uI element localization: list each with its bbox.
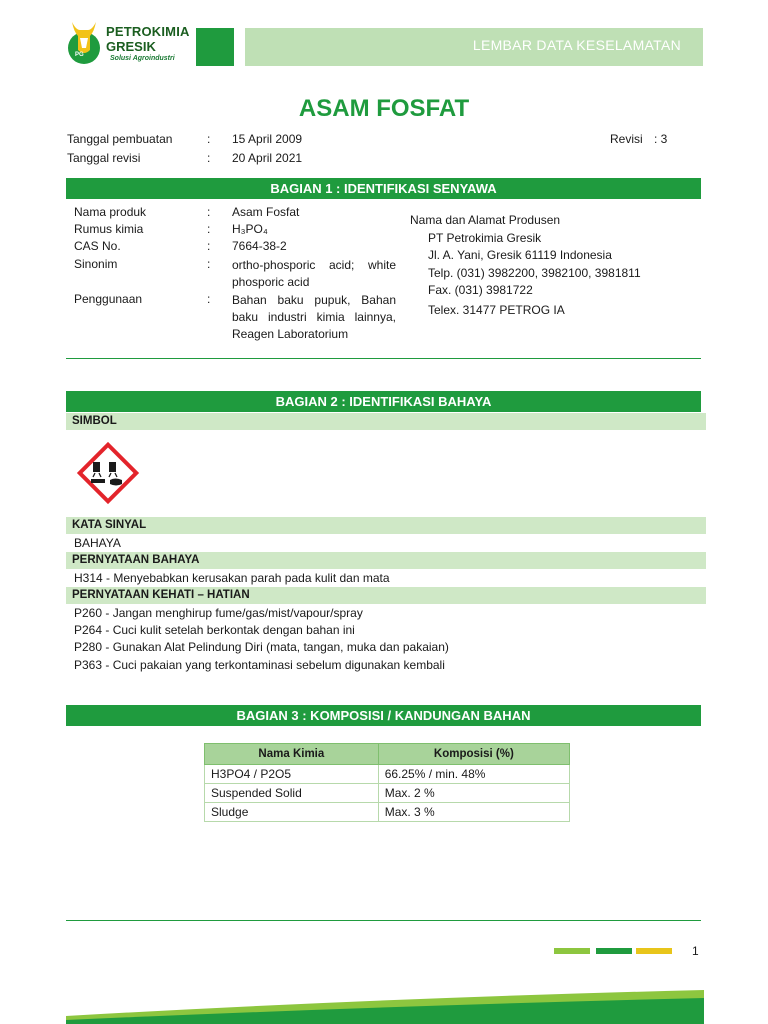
sep: : [207,257,211,271]
page-number: 1 [692,944,699,958]
hazard-statement: H314 - Menyebabkan kerusakan parah pada kulit dan mata [74,571,390,585]
precaution-subheader: PERNYATAAN KEHATI – HATIAN [66,587,706,604]
section3-header: BAGIAN 3 : KOMPOSISI / KANDUNGAN BAHAN [66,705,701,726]
producer-line: PT Petrokimia Gresik [428,231,542,245]
footer-wave [0,990,768,1024]
table-cell: 66.25% / min. 48% [378,765,569,784]
column-header: Nama Kimia [205,744,379,765]
table-header-row [205,744,570,765]
product-name-value: Asam Fosfat [232,205,300,219]
page-dash-yellow [636,948,672,954]
logo-text-line1: PETROKIMIA [106,24,190,39]
table-row [205,784,570,803]
table-row [205,765,570,784]
revised-label: Tanggal revisi [67,151,141,165]
section1-header: BAGIAN 1 : IDENTIFIKASI SENYAWA [66,178,701,199]
corrosive-ghs-icon [75,440,141,506]
section-divider [66,358,701,359]
header-banner [245,28,703,66]
formula-label: Rumus kimia [74,222,144,236]
precaution-item: P280 - Gunakan Alat Pelindung Diri (mata, tangan, muka dan pakaian) [74,640,449,654]
created-label: Tanggal pembuatan [67,132,173,146]
page-title: ASAM FOSFAT [298,95,470,122]
header-green-square [196,28,234,66]
precaution-item: P260 - Jangan menghirup fume/gas/mist/vapour/spray [74,606,363,620]
producer-line: Jl. A. Yani, Gresik 61119 Indonesia [428,248,612,262]
document-type: LEMBAR DATA KESELAMATAN [472,37,681,53]
hazard-statement-subheader: PERNYATAAN BAHAYA [66,552,706,569]
created-sep: : [207,132,211,146]
logo-tagline: Solusi Agroindustri [110,55,175,62]
logo-badge: PG [75,52,84,58]
producer-heading: Nama dan Alamat Produsen [410,213,561,227]
revised-sep: : [207,151,211,165]
revised-value: 20 April 2021 [232,151,303,165]
table-row [205,803,570,822]
section2-header: BAGIAN 2 : IDENTIFIKASI BAHAYA [66,391,701,412]
producer-line: Telp. (031) 3982200, 3982100, 3981811 [428,266,641,280]
precaution-item: P363 - Cuci pakaian yang terkontaminasi sebelum digunakan kembali [74,658,445,672]
signal-word-subheader: KATA SINYAL [66,517,706,534]
bull-logo-icon [66,16,102,66]
table-cell: Max. 3 % [378,803,569,822]
cas-value: 7664-38-2 [232,239,287,253]
signal-word-value: BAHAYA [74,536,121,550]
usage-value: Bahan baku pupuk, Bahan baku industri kimia lainnya, Reagen Laboratorium [232,293,396,341]
table-cell: Suspended Solid [205,784,379,803]
table-cell: Max. 2 % [378,784,569,803]
precaution-item: P264 - Cuci kulit setelah berkontak dengan bahan ini [74,623,355,637]
producer-line: Fax. (031) 3981722 [428,283,533,297]
sep: : [207,222,211,236]
producer-line: Telex. 31477 PETROG IA [428,303,565,317]
formula-value: H₃PO₄ [232,222,268,236]
page-dash-lime [554,948,590,954]
column-header: Komposisi (%) [378,744,569,765]
synonym-value: ortho-phosporic acid; white phosporic acid [232,258,396,289]
logo-text-line2: GRESIK [106,39,156,54]
symbol-subheader: SIMBOL [66,413,706,430]
cas-label: CAS No. [74,239,121,253]
product-name-label: Nama produk [74,205,147,219]
sep: : [207,205,211,219]
sep: : [207,292,211,306]
revision-label: Revisi [610,132,643,146]
table-cell: H3PO4 / P2O5 [205,765,379,784]
company-logo [66,14,196,70]
sep: : [207,239,211,253]
revision-value: : 3 [654,132,668,146]
table-cell: Sludge [205,803,379,822]
composition-table [204,743,570,822]
usage-label: Penggunaan [74,292,143,306]
synonym-label: Sinonim [74,257,118,271]
created-value: 15 April 2009 [232,132,303,146]
page-dash-green [596,948,632,954]
footer-divider [66,920,701,921]
